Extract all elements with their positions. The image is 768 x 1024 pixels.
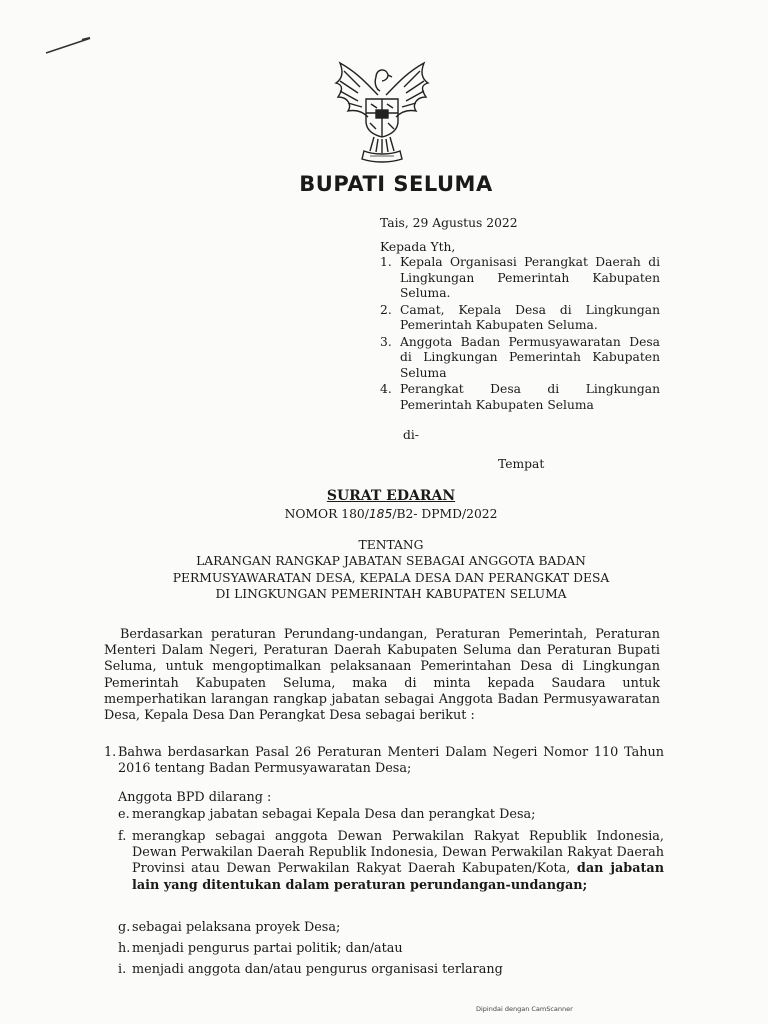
- tempat-label: Tempat: [498, 457, 545, 471]
- recipient-list: [380, 255, 660, 414]
- list-item: [380, 255, 660, 302]
- recipient-text: Kepala Organisasi Perangkat Daerah di Lingkungan Pemerintah Kabupaten Seluma.: [400, 255, 660, 300]
- nomor-prefix: NOMOR 180/: [284, 507, 369, 521]
- item-e: [118, 807, 664, 823]
- item-h: [118, 941, 664, 957]
- item-text: menjadi pengurus partai politik; dan/atau: [132, 941, 403, 956]
- item-f: [118, 829, 664, 894]
- list-number: 4.: [380, 382, 392, 396]
- pen-stroke-mark: [44, 36, 94, 56]
- item-f-bold-text: dan jabatan lain yang ditentukan dalam peraturan perundangan-undangan;: [132, 861, 664, 893]
- nomor-handwritten: 185: [368, 507, 393, 521]
- item-marker: e.: [118, 807, 130, 822]
- item-text: sebagai pelaksana proyek Desa;: [132, 920, 341, 935]
- point-text: Bahwa berdasarkan Pasal 26 Peraturan Menteri Dalam Negeri Nomor 110 Tahun 2016 tentang Badan Permusyawaratan Desa;: [118, 745, 664, 777]
- item-marker: h.: [118, 941, 131, 956]
- item-marker: g.: [118, 920, 131, 935]
- list-number: 2.: [380, 302, 392, 317]
- list-number: 1.: [380, 255, 392, 269]
- list-number: 3.: [380, 334, 392, 349]
- recipient-text: Perangkat Desa di Lingkungan Pemerintah Kabupaten Seluma: [400, 382, 660, 412]
- circular-number: [0, 507, 768, 521]
- intro-paragraph: Berdasarkan peraturan Perundang-undangan, Peraturan Pemerintah, Peraturan Menteri Dalam Negeri, Peraturan Daerah Kabupaten Seluma dan Peraturan Bupati Seluma, untuk mengoptimalkan pelaksanaan Pemerintahan Desa di Lingkungan Pemerintah Kabupaten Seluma, maka di minta kepada Saudara untuk memperhatikan larangan rangkap jabatan sebagai Anggota Badan Permusyawaratan Desa, Kepala Desa Dan Perangkat Desa sebagai berikut :: [104, 627, 660, 724]
- item-g: [118, 920, 664, 936]
- subject-line: LARANGAN RANGKAP JABATAN SEBAGAI ANGGOTA BADAN: [196, 554, 586, 568]
- di-label: di-: [403, 428, 419, 442]
- letter-date: Tais, 29 Agustus 2022: [380, 216, 518, 230]
- item-marker: i.: [118, 962, 127, 977]
- point-number: 1.: [104, 745, 117, 760]
- item-marker: f.: [118, 829, 127, 844]
- list-item: [380, 335, 660, 382]
- recipient-text: Camat, Kepala Desa di Lingkungan Pemerintah Kabupaten Seluma.: [400, 302, 660, 332]
- point-1: [104, 745, 664, 777]
- bpd-prohibited-label: Anggota BPD dilarang :: [118, 790, 272, 805]
- circular-title: SURAT EDARAN: [326, 488, 456, 504]
- page-title: BUPATI SELUMA: [299, 172, 493, 196]
- list-item: [380, 303, 660, 334]
- item-i: [118, 962, 664, 978]
- scanner-watermark: Dipindai dengan CamScanner: [476, 1005, 573, 1013]
- item-text: [132, 829, 664, 894]
- subject-line: PERMUSYAWARATAN DESA, KEPALA DESA DAN PERANGKAT DESA: [172, 570, 610, 585]
- subject-line: DI LINGKUNGAN PEMERINTAH KABUPATEN SELUMA: [215, 587, 567, 601]
- item-text: menjadi anggota dan/atau pengurus organisasi terlarang: [132, 962, 503, 977]
- nomor-suffix: /B2- DPMD/2022: [392, 507, 498, 521]
- recipient-text: Anggota Badan Permusyawaratan Desa di Lingkungan Pemerintah Kabupaten Seluma: [400, 334, 660, 380]
- tentang-label: TENTANG: [358, 538, 424, 552]
- kepada-yth-label: Kepada Yth,: [380, 240, 456, 254]
- list-item: [380, 382, 660, 413]
- item-f-text: merangkap sebagai anggota Dewan Perwakilan Rakyat Republik Indonesia, Dewan Perwakilan Daerah Republik Indonesia, Dewan Perwakilan Rakyat Daerah Provinsi atau Dewan Perwakilan Rakyat Daerah Kabupaten/Kota,: [132, 829, 664, 877]
- garuda-emblem-icon: [330, 55, 434, 167]
- circular-subject: [0, 553, 768, 603]
- item-text: merangkap jabatan sebagai Kepala Desa dan perangkat Desa;: [132, 807, 536, 822]
